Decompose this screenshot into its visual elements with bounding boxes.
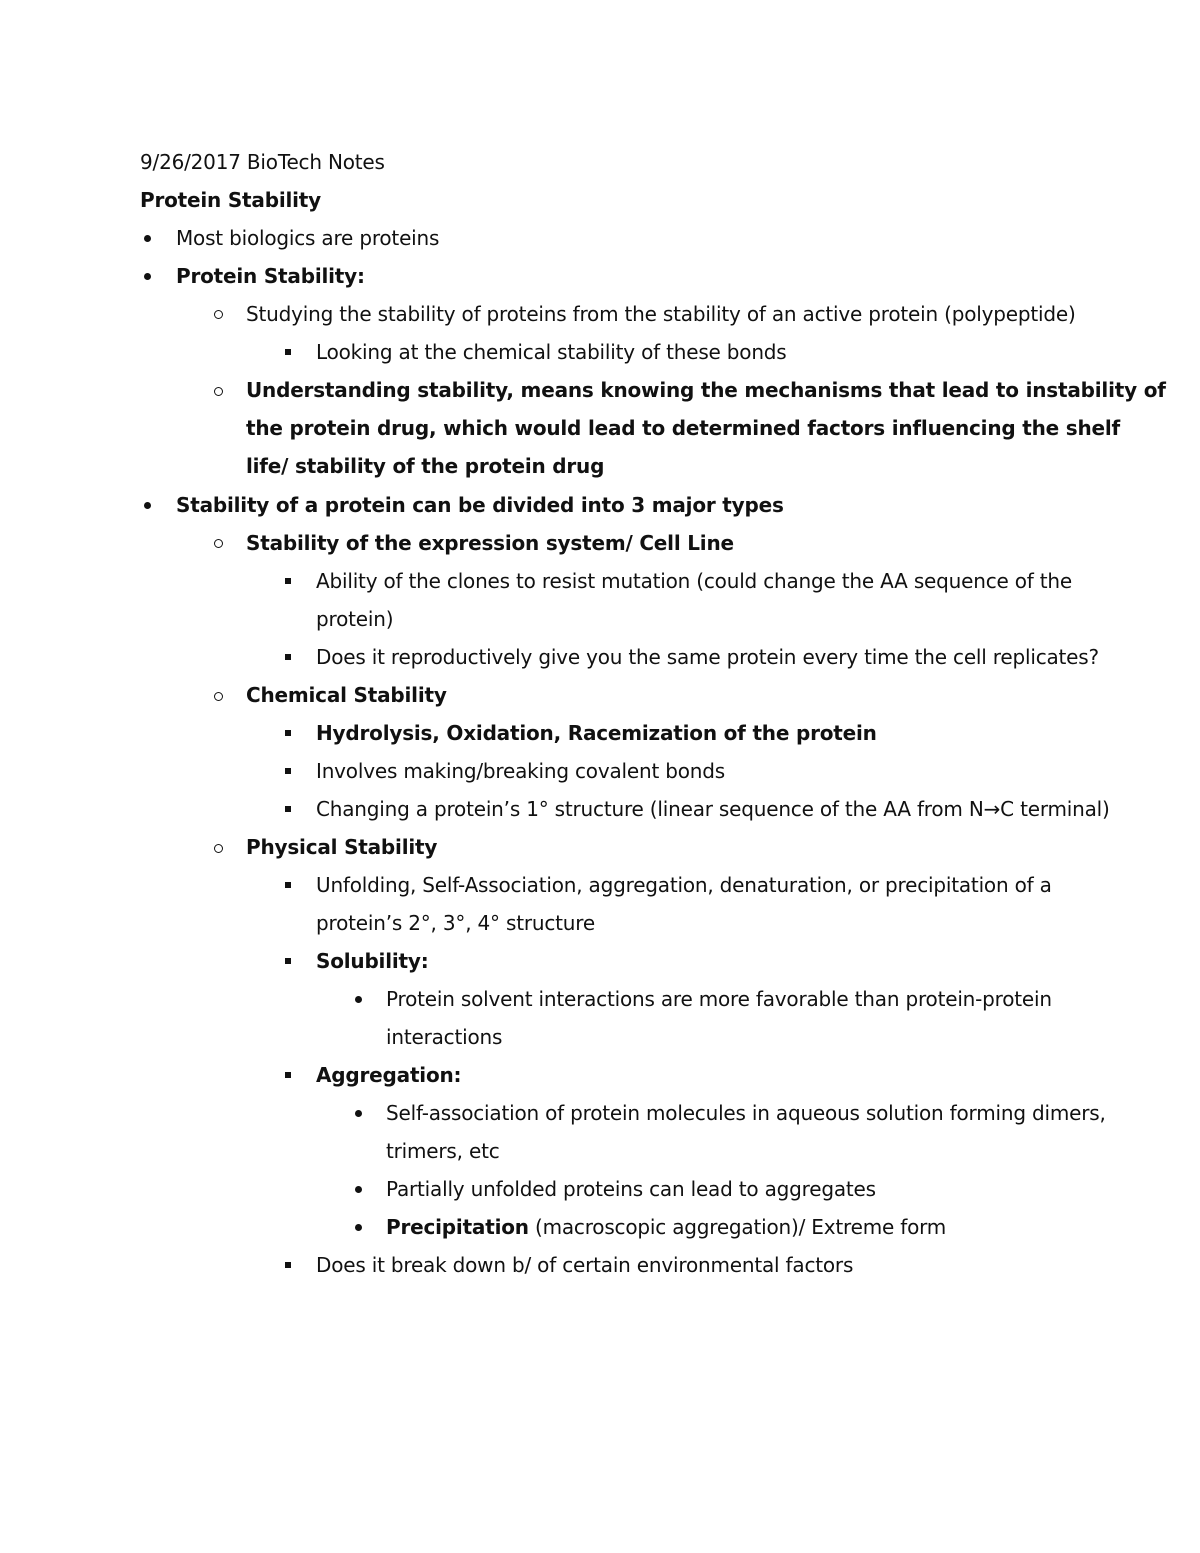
bullet-square <box>285 578 291 584</box>
list-item: Hydrolysis, Oxidation, Racemization of the protein <box>316 721 877 745</box>
list-item: Aggregation: <box>316 1063 462 1087</box>
bullet-dot <box>355 1186 362 1193</box>
list-item: Stability of a protein can be divided into 3 major types <box>176 493 784 517</box>
bullet-square <box>285 1072 291 1078</box>
list-item-continued: trimers, etc <box>386 1139 500 1163</box>
list-item: Most biologics are proteins <box>176 226 440 250</box>
bullet-square <box>285 882 291 888</box>
doc-title: 9/26/2017 BioTech Notes <box>140 150 385 174</box>
bullet-circle <box>214 387 223 396</box>
bullet-square <box>285 349 291 355</box>
list-item: Ability of the clones to resist mutation (could change the AA sequence of the <box>316 569 1073 593</box>
list-item: Stability of the expression system/ Cell Line <box>246 531 734 555</box>
list-item-continued: interactions <box>386 1025 503 1049</box>
list-item: Does it reproductively give you the same protein every time the cell replicates? <box>316 645 1099 669</box>
bullet-square <box>285 730 291 736</box>
bullet-dot <box>144 273 151 280</box>
list-item: Chemical Stability <box>246 683 447 707</box>
list-item: Does it break down b/ of certain environmental factors <box>316 1253 854 1277</box>
bullet-dot <box>144 502 151 509</box>
bullet-circle <box>214 310 223 319</box>
list-item: Physical Stability <box>246 835 438 859</box>
bullet-circle <box>214 539 223 548</box>
list-item: Protein Stability: <box>176 264 365 288</box>
list-item: Studying the stability of proteins from the stability of an active protein (polypeptide) <box>246 302 1076 326</box>
bullet-square <box>285 958 291 964</box>
list-item: Understanding stability, means knowing the mechanisms that lead to instability of <box>246 378 1166 402</box>
list-item: Self-association of protein molecules in aqueous solution forming dimers, <box>386 1101 1106 1125</box>
bullet-dot <box>355 1224 362 1231</box>
bullet-square <box>285 806 291 812</box>
list-item: Partially unfolded proteins can lead to aggregates <box>386 1177 876 1201</box>
list-item-continued: the protein drug, which would lead to determined factors influencing the shelf <box>246 416 1121 440</box>
bullet-square <box>285 1262 291 1268</box>
list-item: Looking at the chemical stability of these bonds <box>316 340 787 364</box>
list-item: Changing a protein’s 1° structure (linear sequence of the AA from N→C terminal) <box>316 797 1110 821</box>
bullet-circle <box>214 692 223 701</box>
precipitation-desc: (macroscopic aggregation)/ Extreme form <box>528 1215 947 1239</box>
bullet-dot <box>355 996 362 1003</box>
list-item: Involves making/breaking covalent bonds <box>316 759 725 783</box>
list-item <box>386 1208 946 1246</box>
precipitation-term: Precipitation <box>386 1215 529 1239</box>
bullet-circle <box>214 844 223 853</box>
bullet-dot <box>144 235 151 242</box>
list-item-continued: protein’s 2°, 3°, 4° structure <box>316 911 595 935</box>
bullet-square <box>285 768 291 774</box>
list-item: Unfolding, Self-Association, aggregation, denaturation, or precipitation of a <box>316 873 1052 897</box>
bullet-dot <box>355 1110 362 1117</box>
list-item-continued: protein) <box>316 607 394 631</box>
list-item: Protein solvent interactions are more favorable than protein-protein <box>386 987 1052 1011</box>
bullet-square <box>285 654 291 660</box>
list-item: Solubility: <box>316 949 429 973</box>
list-item-continued: life/ stability of the protein drug <box>246 454 605 478</box>
section-heading: Protein Stability <box>140 188 321 212</box>
